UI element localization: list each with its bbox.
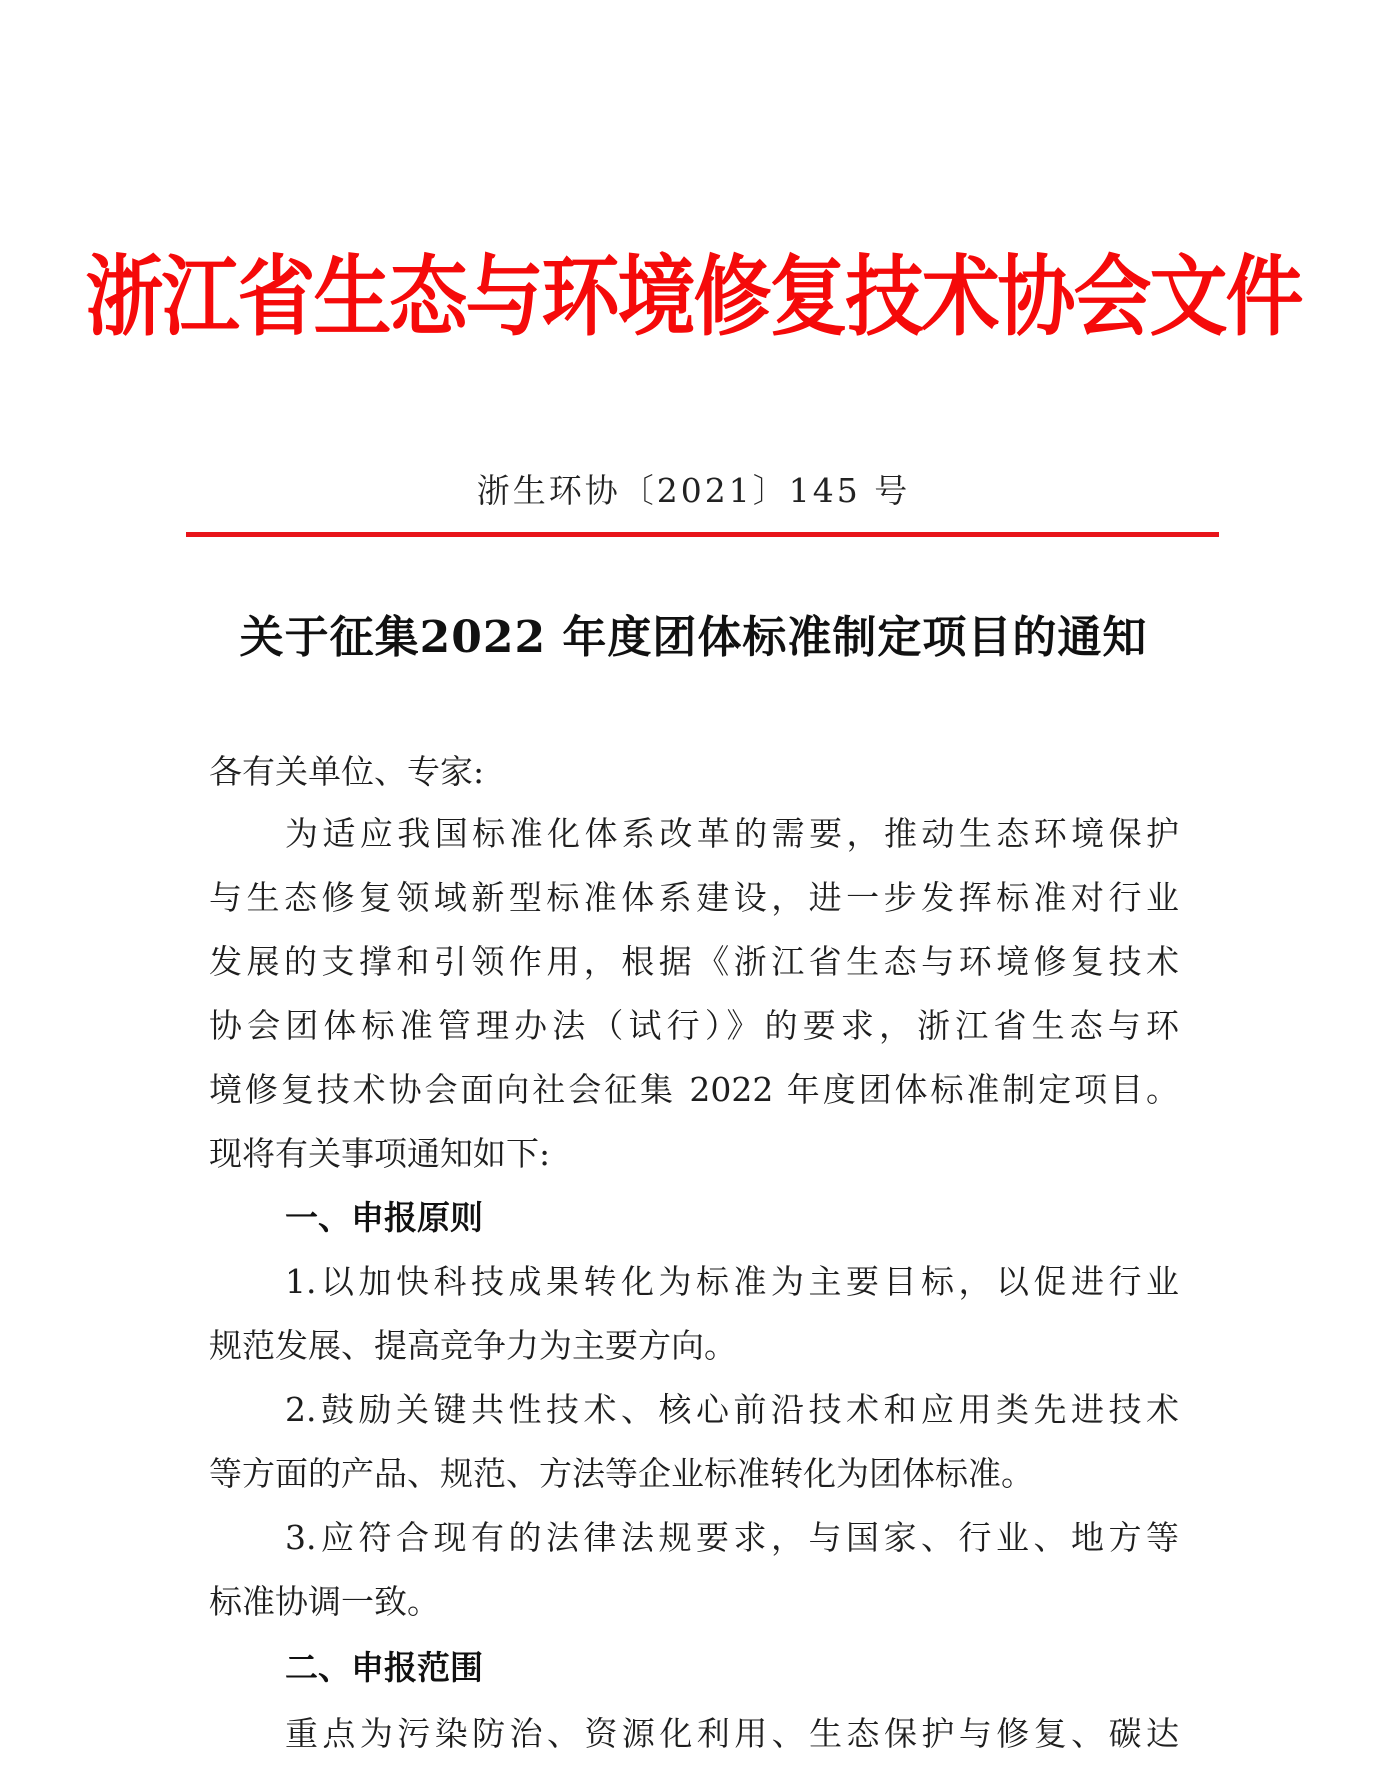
paragraph-line: 等方面的产品、规范、方法等企业标准转化为团体标准。 xyxy=(209,1454,1034,1493)
paragraph-line: 境修复技术协会面向社会征集 2022 年度团体标准制定项目。 xyxy=(209,1070,1179,1109)
notice-title: 关于征集2022 年度团体标准制定项目的通知 xyxy=(239,612,1148,663)
section-heading: 一、申报原则 xyxy=(285,1198,483,1237)
document-number: 浙生环协〔2021〕145 号 xyxy=(476,471,911,510)
paragraph-line: 现将有关事项通知如下: xyxy=(209,1134,551,1173)
paragraph-line: 协会团体标准管理办法（试行）》的要求，浙江省生态与环 xyxy=(209,1006,1179,1045)
paragraph-line: 与生态修复领域新型标准体系建设，进一步发挥标准对行业 xyxy=(209,878,1179,917)
salutation: 各有关单位、专家: xyxy=(209,752,485,791)
paragraph-line: 为适应我国标准化体系改革的需要，推动生态环境保护 xyxy=(285,814,1179,853)
red-divider-line xyxy=(186,532,1219,537)
section-heading: 二、申报范围 xyxy=(285,1648,483,1687)
paragraph-line: 1.以加快科技成果转化为标准为主要目标，以促进行业 xyxy=(285,1262,1179,1301)
paragraph-line: 重点为污染防治、资源化利用、生态保护与修复、碳达 xyxy=(285,1714,1179,1753)
paragraph-line: 发展的支撑和引领作用，根据《浙江省生态与环境修复技术 xyxy=(209,942,1179,981)
issuer-masthead: 浙江省生态与环境修复技术协会文件 xyxy=(85,247,1302,349)
paragraph-line: 3.应符合现有的法律法规要求，与国家、行业、地方等 xyxy=(285,1518,1179,1557)
paragraph-line: 规范发展、提高竞争力为主要方向。 xyxy=(209,1326,737,1365)
paragraph-line: 标准协调一致。 xyxy=(209,1582,440,1621)
paragraph-line: 2.鼓励关键共性技术、核心前沿技术和应用类先进技术 xyxy=(285,1390,1179,1429)
